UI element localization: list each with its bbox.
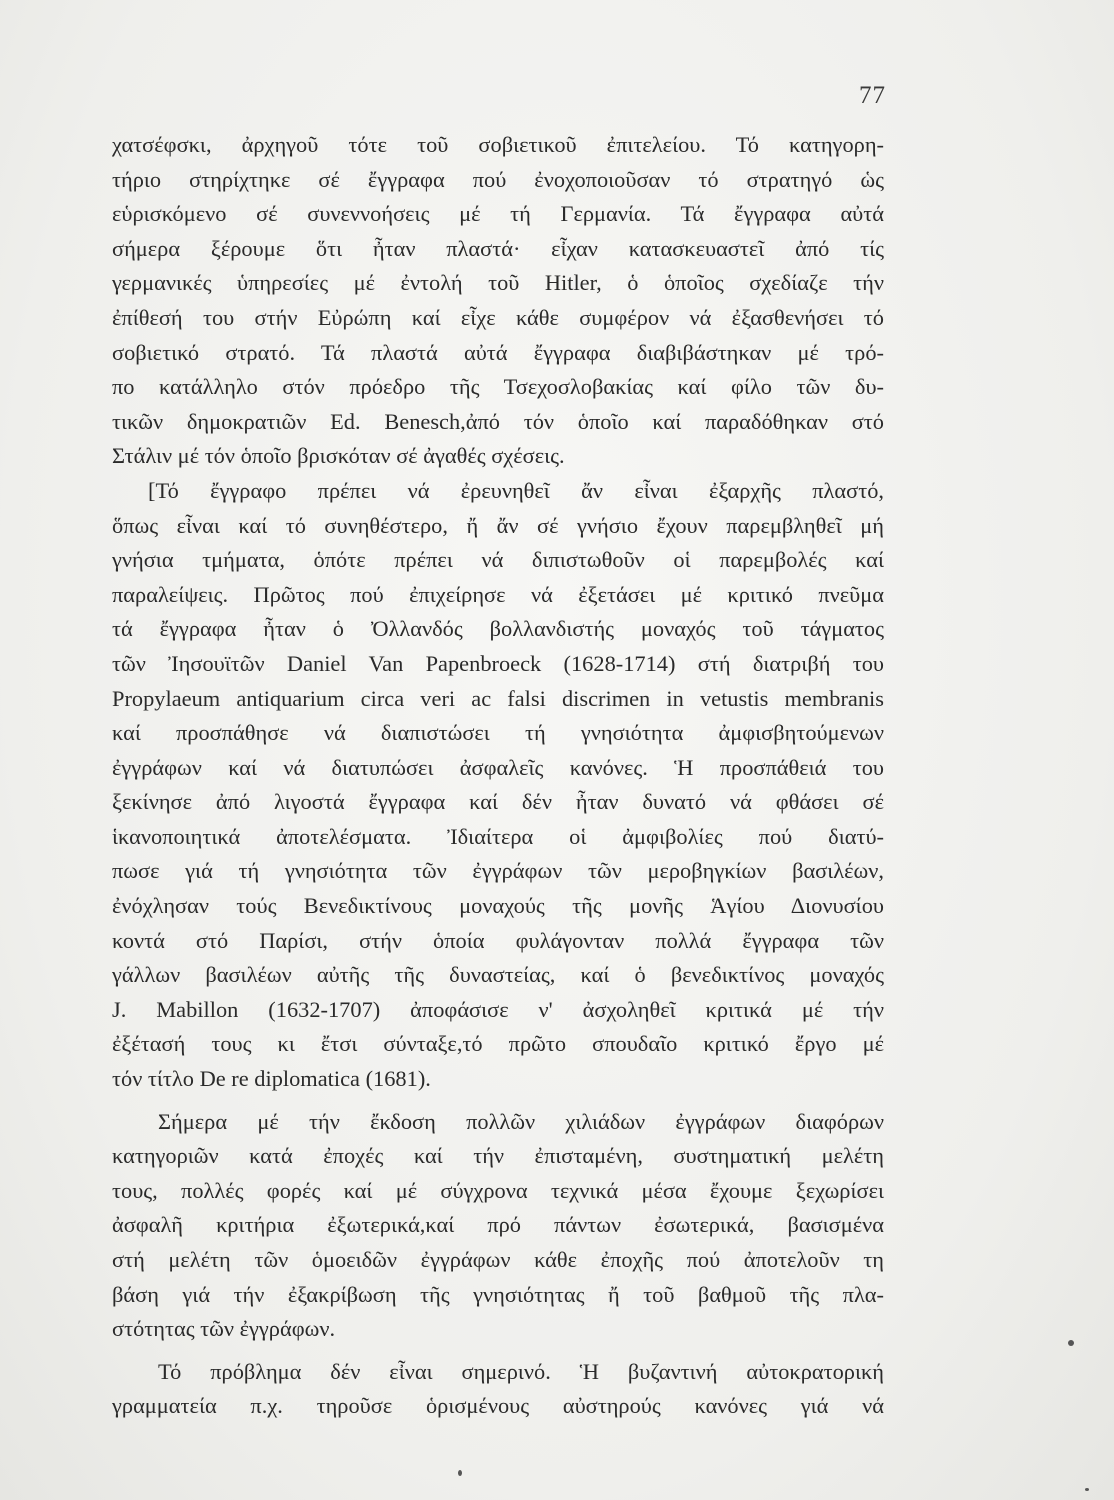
paragraph-1 — [112, 128, 884, 474]
text-line: ξεκίνησε ἀπό λιγοστά ἔγγραφα καί δέν ἦταν δυνατό νά φθάσει σέ — [112, 789, 884, 815]
text-line: τόν τίτλο De re diplomatica (1681). — [112, 1066, 431, 1092]
paragraph-spacer — [112, 1097, 884, 1105]
text-line: γνήσια τμήματα, ὁπότε πρέπει νά διπιστωθοῦν οἱ παρεμβολές καί — [112, 547, 884, 573]
text-line: καί προσπάθησε νά διαπιστώσει τή γνησιότητα ἀμφισβητούμενων — [112, 720, 884, 746]
text-line: κατηγοριῶν κατά ἐποχές καί τήν ἐπισταμένη, συστηματική μελέτη — [112, 1143, 884, 1169]
text-line: τικῶν δημοκρατιῶν Ed. Benesch,ἀπό τόν ὁποῖο καί παραδόθηκαν στό — [112, 408, 884, 434]
text-line: σοβιετικό στρατό. Τά πλαστά αὐτά ἔγγραφα διαβιβάστηκαν μέ τρό- — [112, 339, 884, 365]
text-line: τους, πολλές φορές καί μέ σύγχρονα τεχνικά μέσα ἔχουμε ξεχωρίσει — [112, 1177, 884, 1203]
text-line: εὑρισκόμενο σέ συνεννοήσεις μέ τή Γερμανία. Τά ἔγγραφα αὐτά — [112, 201, 884, 227]
text-line: Σήμερα μέ τήν ἔκδοση πολλῶν χιλιάδων ἐγγράφων διαφόρων — [158, 1108, 884, 1134]
text-line: γερμανικές ὑπηρεσίες μέ ἐντολή τοῦ Hitler, ὁ ὁποῖος σχεδίαζε τήν — [112, 270, 884, 296]
text-line: [Τό ἔγγραφο πρέπει νά ἐρευνηθεῖ ἄν εἶναι ἐξαρχῆς πλαστό, — [148, 477, 884, 503]
text-line: ὅπως εἶναι καί τό συνηθέστερο, ἤ ἄν σέ γνήσιο ἔχουν παρεμβληθεῖ μή — [112, 512, 884, 538]
text-line: τῶν Ἰησουϊτῶν Daniel Van Papenbroeck (1628-1714) στή διατριβή του — [112, 650, 884, 676]
text-line: κοντά στό Παρίσι, στήν ὁποία φυλάγονταν πολλά ἔγγραφα τῶν — [112, 927, 884, 953]
text-line: ἐξέτασή τους κι ἔτσι σύνταξε,τό πρῶτο σπουδαῖο κριτικό ἔργο μέ — [112, 1031, 884, 1057]
scan-speck — [1085, 1488, 1089, 1491]
text-line: Στάλιν μέ τόν ὁποῖο βρισκόταν σέ ἀγαθές σχέσεις. — [112, 443, 565, 469]
text-line: τήριο στηρίχτηκε σέ ἔγγραφα πού ἐνοχοποιοῦσαν τό στρατηγό ὡς — [112, 166, 884, 192]
text-line: γάλλων βασιλέων αὐτῆς τῆς δυναστείας, καί ὁ βενεδικτίνος μοναχός — [112, 962, 884, 988]
text-line: στή μελέτη τῶν ὁμοειδῶν ἐγγράφων κάθε ἐποχῆς πού ἀποτελοῦν τη — [112, 1247, 884, 1272]
text-line: ἱκανοποιητικά ἀποτελέσματα. Ἰδιαίτερα οἱ ἀμφιβολίες πού διατύ- — [112, 823, 884, 849]
text-line: βάση γιά τήν ἐξακρίβωση τῆς γνησιότητας ἤ τοῦ βαθμοῦ τῆς πλα- — [112, 1281, 884, 1307]
text-line: πο κατάλληλο στόν πρόεδρο τῆς Τσεχοσλοβακίας καί φίλο τῶν δυ- — [112, 374, 884, 400]
text-line: γραμματεία π.χ. τηροῦσε ὁρισμένους αὐστηρούς κανόνες γιά νά — [112, 1393, 884, 1419]
body-text — [112, 128, 884, 1424]
text-line: Τό πρόβλημα δέν εἶναι σημερινό. Ἡ βυζαντινή αὐτοκρατορική — [158, 1358, 884, 1384]
text-line: τά ἔγγραφα ἦταν ὁ Ὀλλανδός βολλανδιστής μοναχός τοῦ τάγματος — [112, 616, 884, 642]
text-line: ἐγγράφων καί νά διατυπώσει ἀσφαλεῖς κανόνες. Ἡ προσπάθειά του — [112, 754, 884, 780]
text-line: στότητας τῶν ἐγγράφων. — [112, 1316, 336, 1342]
paragraph-3 — [112, 1105, 884, 1347]
text-line: πωσε γιά τή γνησιότητα τῶν ἐγγράφων τῶν μεροβηγκίων βασιλέων, — [112, 858, 884, 884]
paragraph-2 — [112, 474, 884, 1097]
scan-speck — [1068, 1340, 1074, 1346]
text-line: J. Mabillon (1632-1707) ἀποφάσισε ν' ἀσχοληθεῖ κριτικά μέ τήν — [112, 996, 884, 1022]
paragraph-4 — [112, 1355, 884, 1424]
text-line: σήμερα ξέρουμε ὅτι ἦταν πλαστά· εἶχαν κατασκευαστεῖ ἀπό τίς — [112, 235, 884, 261]
text-line: Propylaeum antiquarium circa veri ac falsi discrimen in vetustis membranis — [112, 685, 884, 711]
text-line: ἀσφαλῆ κριτήρια ἐξωτερικά,καί πρό πάντων ἐσωτερικά, βασισμένα — [112, 1212, 884, 1238]
page-number: 77 — [859, 82, 886, 109]
scan-speck — [458, 1470, 462, 1476]
text-line: ἐπίθεσή του στήν Εὐρώπη καί εἶχε κάθε συμφέρον νά ἐξασθενήσει τό — [112, 304, 884, 330]
text-line: χατσέφσκι, ἀρχηγοῦ τότε τοῦ σοβιετικοῦ ἐπιτελείου. Τό κατηγορη- — [112, 132, 884, 157]
text-line: παραλείψεις. Πρῶτος πού ἐπιχείρησε νά ἐξετάσει μέ κριτικό πνεῦμα — [112, 581, 884, 607]
text-line: ἐνόχλησαν τούς Βενεδικτίνους μοναχούς τῆς μονῆς Ἁγίου Διονυσίου — [112, 893, 884, 919]
paragraph-spacer — [112, 1347, 884, 1355]
